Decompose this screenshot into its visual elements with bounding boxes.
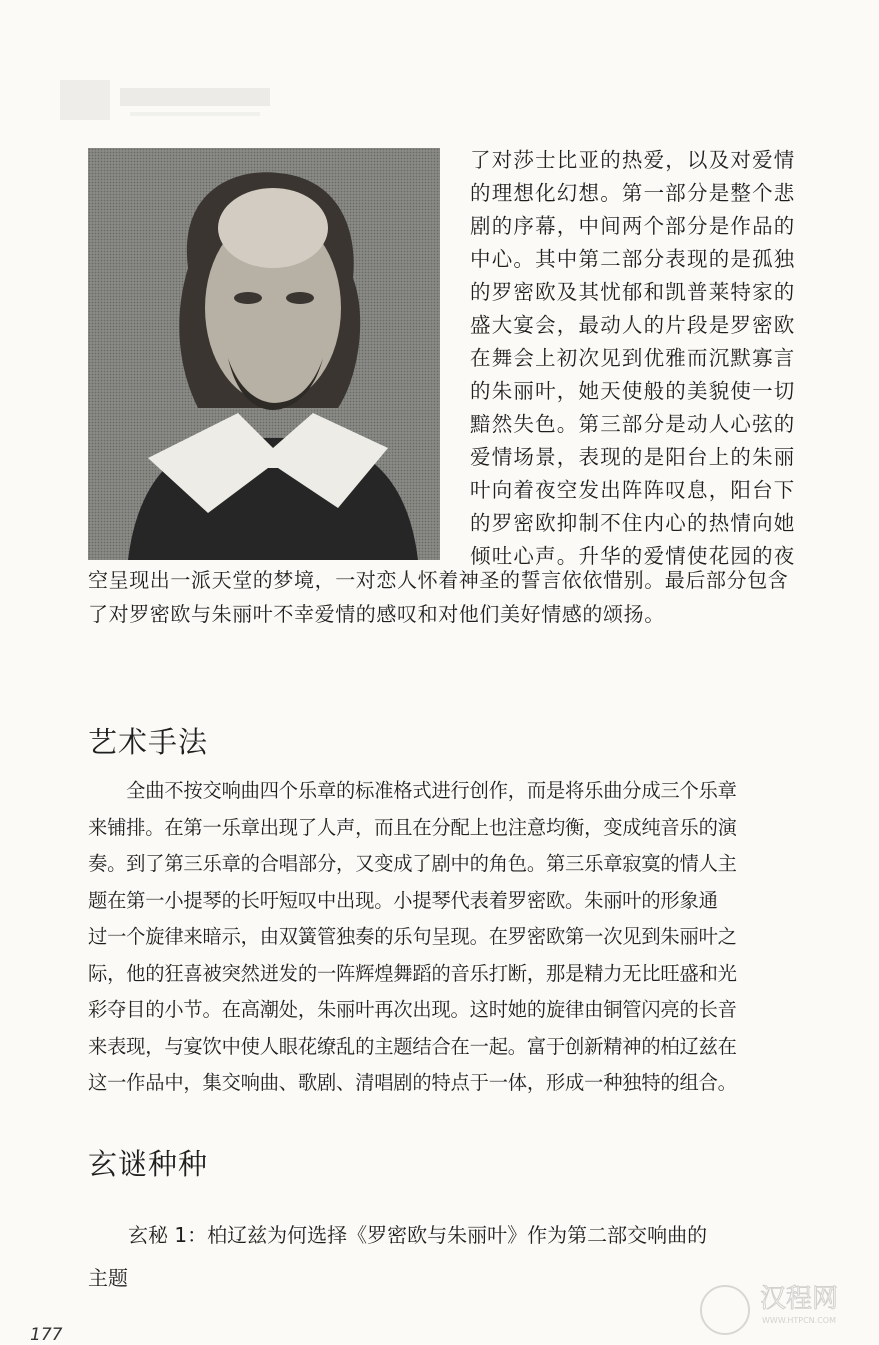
intro-wide-text (88, 563, 808, 631)
svg-text:汉程网: 汉程网 (760, 1284, 839, 1314)
text-line: 来铺排。在第一乐章出现了人声，而且在分配上也注意均衡，变成纯音乐的演 (88, 815, 737, 839)
text-line: 黯然失色。第三部分是动人心弦的 (470, 412, 796, 436)
text-line: 玄秘 1：柏辽兹为何选择《罗密欧与朱丽叶》作为第二部交响曲的 (88, 1223, 708, 1247)
text-line: 的罗密欧及其忧郁和凯普莱特家的 (470, 280, 796, 304)
shakespeare-portrait (88, 148, 440, 560)
watermark-logo (690, 1275, 870, 1345)
text-line: 来表现，与宴饮中使人眼花缭乱的主题结合在一起。富于创新精神的柏辽兹在 (88, 1034, 737, 1058)
text-line: 过一个旋律来暗示，由双簧管独奏的乐句呈现。在罗密欧第一次见到朱丽叶之 (88, 925, 737, 948)
text-line: 的理想化幻想。第一部分是整个悲 (470, 181, 796, 205)
text-line: 了对莎士比亚的热爱，以及对爱情 (470, 148, 796, 172)
text-line: 全曲不按交响曲四个乐章的标准格式进行创作，而是将乐曲分成三个乐章 (88, 779, 737, 802)
text-line: 题在第一小提琴的长吁短叹中出现。小提琴代表着罗密欧。朱丽叶的形象通 (88, 888, 718, 912)
art-techniques-paragraph (88, 773, 808, 1102)
header-ornament (60, 80, 280, 120)
text-line: 了对罗密欧与朱丽叶不幸爱情的感叹和对他们美好情感的颂扬。 (88, 602, 665, 626)
text-line: 剧的序幕，中间两个部分是作品的 (470, 214, 796, 238)
text-line: 奏。到了第三乐章的合唱部分，又变成了剧中的角色。第三乐章寂寞的情人主 (88, 852, 737, 875)
text-line: 盛大宴会，最动人的片段是罗密欧 (470, 313, 796, 337)
text-line: 中心。其中第二部分表现的是孤独 (470, 247, 796, 271)
text-line: 彩夺目的小节。在高潮处，朱丽叶再次出现。这时她的旋律由铜管闪亮的长音 (88, 998, 737, 1021)
mystery-question (88, 1214, 707, 1300)
text-line: 爱情场景，表现的是阳台上的朱丽 (470, 445, 796, 469)
page-number: 177 (30, 1325, 63, 1345)
text-line: 际，他的狂喜被突然迸发的一阵辉煌舞蹈的音乐打断，那是精力无比旺盛和光 (88, 961, 737, 985)
text-line: 这一作品中，集交响曲、歌剧、清唱剧的特点于一体，形成一种独特的组合。 (88, 1071, 737, 1094)
svg-text:WWW.HTPCN.COM: WWW.HTPCN.COM (762, 1316, 836, 1325)
text-line: 倾吐心声。升华的爱情使花园的夜 (470, 544, 796, 568)
text-line: 主题 (88, 1266, 128, 1290)
section-heading-art-techniques: 艺术手法 (88, 725, 209, 759)
text-line: 在舞会上初次见到优雅而沉默寡言 (470, 346, 796, 370)
text-line: 空呈现出一派天堂的梦境，一对恋人怀着神圣的誓言依依惜别。最后部分包含 (88, 568, 789, 592)
text-line: 叶向着夜空发出阵阵叹息，阳台下 (470, 478, 796, 502)
text-line: 的罗密欧抑制不住内心的热情向她 (470, 511, 796, 535)
text-line: 的朱丽叶，她天使般的美貌使一切 (470, 379, 796, 403)
intro-column-text (470, 144, 800, 573)
section-heading-mysteries: 玄谜种种 (88, 1147, 209, 1181)
